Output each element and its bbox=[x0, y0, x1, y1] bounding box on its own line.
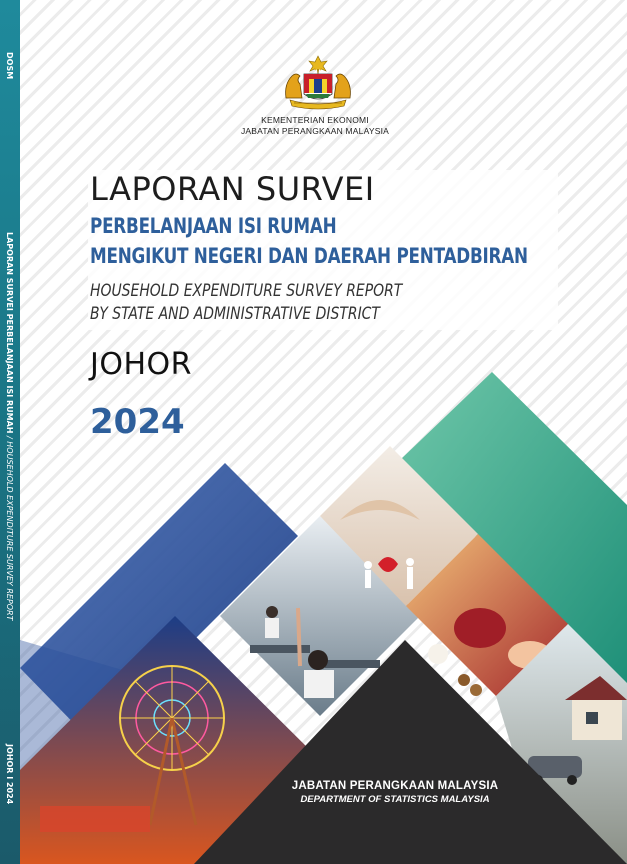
publisher-name-en: DEPARTMENT OF STATISTICS MALAYSIA bbox=[300, 794, 490, 805]
spine-code: DOSM bbox=[5, 52, 14, 80]
spine-title-en: HOUSEHOLD EXPENDITURE SURVEY REPORT bbox=[5, 441, 14, 621]
subtitle-en-line1: HOUSEHOLD EXPENDITURE SURVEY REPORT bbox=[90, 281, 403, 301]
ministry-name: KEMENTERIAN EKONOMI bbox=[261, 115, 369, 125]
report-title: LAPORAN SURVEI bbox=[90, 170, 375, 208]
subtitle-bm-line1: PERBELANJAAN ISI RUMAH bbox=[90, 214, 337, 238]
department-name: JABATAN PERANGKAAN MALAYSIA bbox=[240, 126, 390, 136]
publisher-name-bm: JABATAN PERANGKAAN MALAYSIA bbox=[291, 780, 499, 792]
spine-state-year: JOHOR I 2024 bbox=[5, 744, 14, 805]
report-year: 2024 bbox=[90, 402, 185, 442]
publisher-block bbox=[260, 780, 530, 805]
spine-separator: / bbox=[5, 433, 14, 442]
subtitle-en-line2: BY STATE AND ADMINISTRATIVE DISTRICT bbox=[90, 304, 380, 324]
spine-title-bm: LAPORAN SURVEI PERBELANJAAN ISI RUMAH bbox=[5, 232, 14, 434]
state-name: JOHOR bbox=[90, 347, 192, 382]
subtitle-bm-line2: MENGIKUT NEGERI DAN DAERAH PENTADBIRAN bbox=[90, 244, 528, 268]
